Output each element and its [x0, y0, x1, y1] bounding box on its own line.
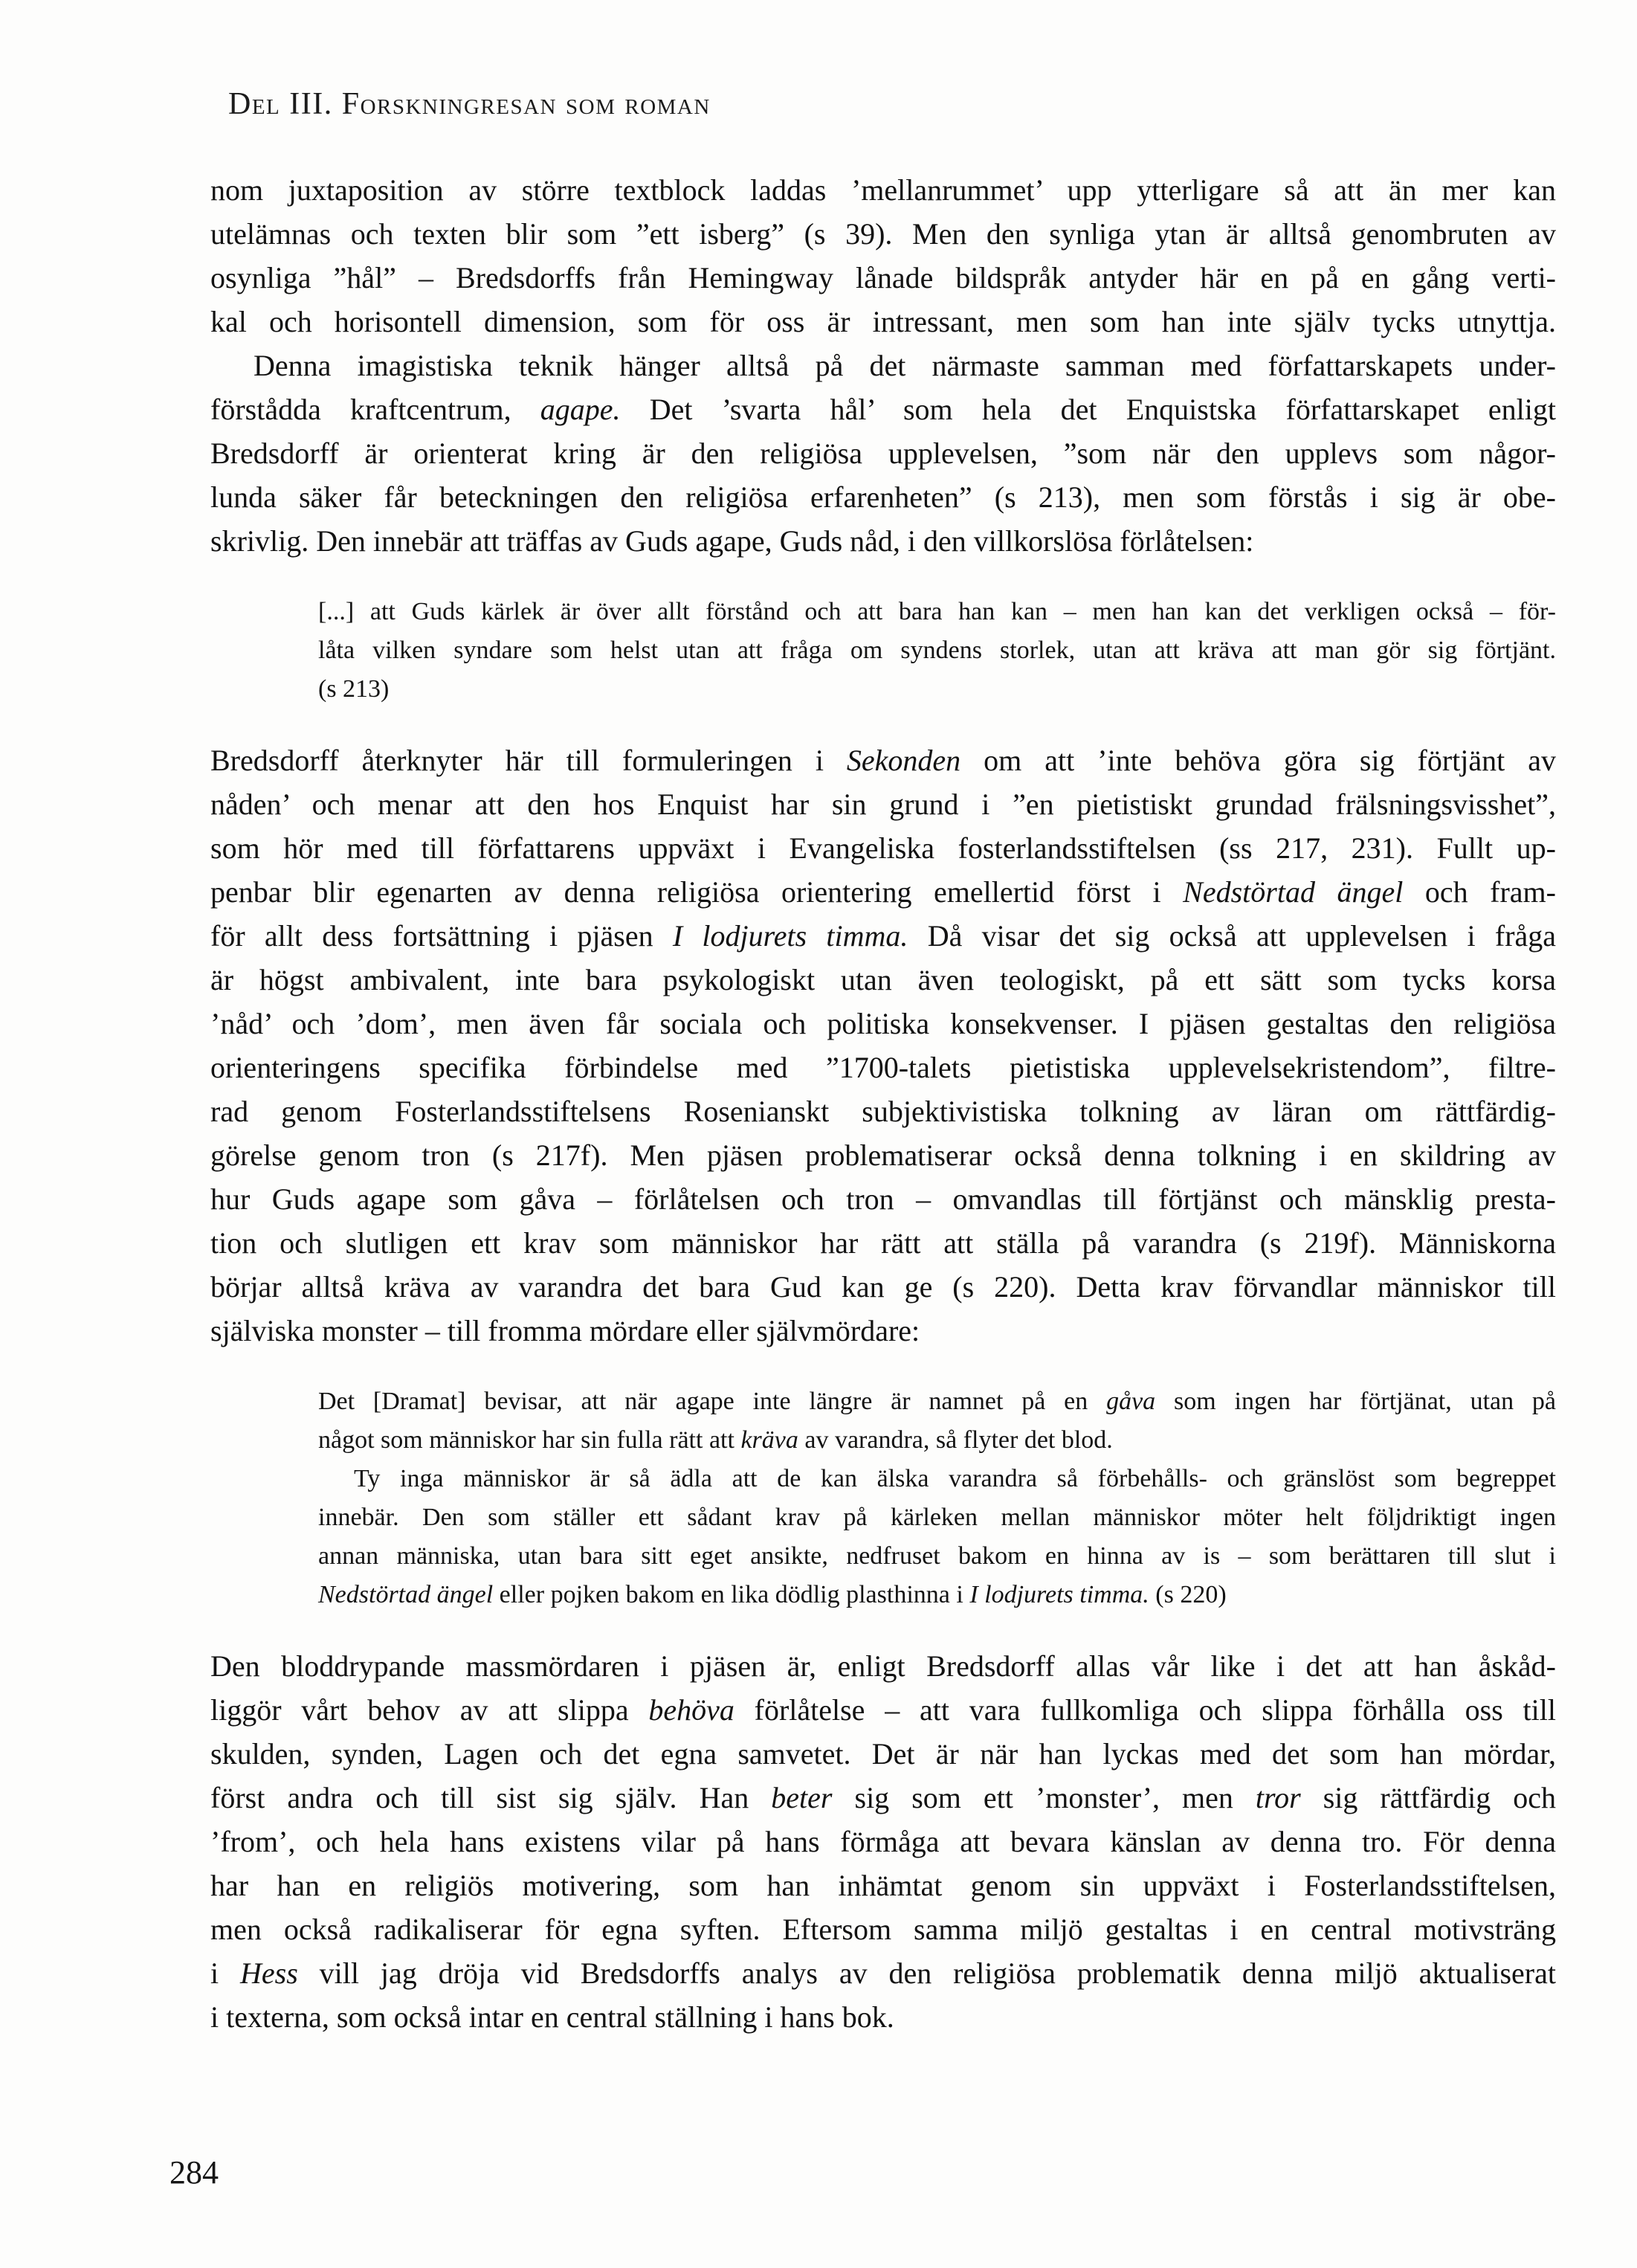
text-column	[210, 168, 1556, 2039]
text-line: osynliga ”hål” – Bredsdorffs från Hemingway lånade bildspråk antyder här en på en gång verti-	[210, 261, 1556, 294]
text-line: skrivlig. Den innebär att träffas av Guds agape, Guds nåd, i den villkorslösa förlåtelsen:	[210, 524, 1254, 558]
text-line: ’from’, och hela hans existens vilar på hans förmåga att bevara känslan av denna tro. För denna	[210, 1825, 1556, 1858]
text-line: Ty inga människor är så ädla att de kan älska varandra så förbehålls- och gränslöst som begreppet	[354, 1465, 1556, 1492]
paragraph	[210, 168, 1556, 344]
text-line: annan människa, utan bara sitt eget ansikte, nedfruset bakom en hinna av is – som berättaren till slut i	[318, 1542, 1556, 1570]
text-line: skulden, synden, Lagen och det egna samvetet. Det är när han lyckas med det som han mördar,	[210, 1737, 1556, 1771]
text-line: låta vilken syndare som helst utan att fråga om syndens storlek, utan att kräva att man gör sig förtjänt.	[318, 637, 1556, 664]
text-line: men också radikaliserar för egna syften. Eftersom samma miljö gestaltas i en central motivsträng	[210, 1913, 1556, 1946]
text-line: själviska monster – till fromma mördare eller självmördare:	[210, 1314, 920, 1347]
text-line: innebär. Den som ställer ett sådant krav på kärleken mellan människor möter helt följdriktigt ingen	[318, 1504, 1556, 1531]
text-line: Nedstörtad ängel eller pojken bakom en lika dödlig plasthinna i I lodjurets timma. (s 220)	[318, 1581, 1227, 1608]
text-line: som hör med till författarens uppväxt i Evangeliska fosterlandsstiftelsen (ss 217, 231). Fullt up-	[210, 831, 1556, 865]
text-line: nåden’ och menar att den hos Enquist har sin grund i ”en pietistiskt grundad frälsningsvisshet”,	[210, 787, 1556, 821]
text-line: Bredsdorff är orienterat kring är den religiösa upplevelsen, ”som när den upplevs som någor-	[210, 436, 1556, 470]
text-line: förstådda kraftcentrum, agape. Det ’svarta hål’ som hela det Enquistska författarskapet enligt	[210, 393, 1556, 426]
text-line: Den bloddrypande massmördaren i pjäsen är, enligt Bredsdorff allas vår like i det att han åskåd-	[210, 1649, 1556, 1683]
paragraph	[210, 1644, 1556, 2039]
text-line: (s 213)	[318, 675, 390, 703]
text-line: utelämnas och texten blir som ”ett isberg” (s 39). Men den synliga ytan är alltså genombruten av	[210, 217, 1556, 251]
text-line: görelse genom tron (s 217f). Men pjäsen problematiserar också denna tolkning i en skildring av	[210, 1138, 1556, 1172]
text-line: ’nåd’ och ’dom’, men även får sociala och politiska konsekvenser. I pjäsen gestaltas den religiösa	[210, 1007, 1556, 1040]
text-line: Bredsdorff återknyter här till formuleringen i Sekonden om att ’inte behöva göra sig förtjänt av	[210, 744, 1556, 777]
text-line: nom juxtaposition av större textblock laddas ’mellanrummet’ upp ytterligare så att än mer kan	[210, 173, 1556, 207]
text-line: penbar blir egenarten av denna religiösa orientering emellertid först i Nedstörtad ängel och fram-	[210, 875, 1556, 909]
text-line: liggör vårt behov av att slippa behöva förlåtelse – att vara fullkomliga och slippa förhålla oss till	[210, 1693, 1556, 1727]
text-line: något som människor har sin fulla rätt att kräva av varandra, så flyter det blod.	[318, 1426, 1113, 1454]
text-line: kal och horisontell dimension, som för oss är intressant, men som han inte själv tycks utnyttja.	[210, 305, 1556, 338]
text-line: lunda säker får beteckningen den religiösa erfarenheten” (s 213), men som förstås i sig är obe-	[210, 480, 1556, 514]
page-number: 284	[169, 2154, 219, 2191]
text-line: Denna imagistiska teknik hänger alltså på det närmaste samman med författarskapets under-	[254, 349, 1556, 382]
paragraph	[210, 738, 1556, 1353]
text-line: börjar alltså kräva av varandra det bara Gud kan ge (s 220). Detta krav förvandlar människor till	[210, 1270, 1556, 1304]
running-header: Del III. Forskningresan som roman	[228, 87, 711, 121]
blockquote	[318, 593, 1556, 709]
text-line: orienteringens specifika förbindelse med ”1700-talets pietistiska upplevelsekristendom”, filtre-	[210, 1051, 1556, 1084]
text-line: tion och slutligen ett krav som människor har rätt att ställa på varandra (s 219f). Människorna	[210, 1226, 1556, 1260]
text-line: för allt dess fortsättning i pjäsen I lodjurets timma. Då visar det sig också att upplevelsen i fråga	[210, 919, 1557, 953]
text-line: Det [Dramat] bevisar, att när agape inte längre är namnet på en gåva som ingen har förtjänat, utan på	[318, 1388, 1557, 1415]
blockquote	[318, 1382, 1556, 1614]
text-line: i Hess vill jag dröja vid Bredsdorffs analys av den religiösa problematik denna miljö aktualiserat	[210, 1956, 1556, 1990]
text-line: har han en religiös motivering, som han inhämtat genom sin uppväxt i Fosterlandsstiftelsen,	[210, 1869, 1556, 1902]
text-line: först andra och till sist sig själv. Han beter sig som ett ’monster’, men tror sig rättfärdig och	[210, 1781, 1557, 1814]
text-line: är högst ambivalent, inte bara psykologiskt utan även teologiskt, på ett sätt som tycks korsa	[210, 963, 1556, 996]
text-line: i texterna, som också intar en central ställning i hans bok.	[210, 2000, 894, 2034]
text-line: hur Guds agape som gåva – förlåtelsen och tron – omvandlas till förtjänst och mänsklig presta-	[210, 1182, 1556, 1216]
text-line: rad genom Fosterlandsstiftelsens Rosenianskt subjektivistiska tolkning av läran om rättfärdig-	[210, 1095, 1556, 1128]
text-line: [...] att Guds kärlek är över allt förstånd och att bara han kan – men han kan det verkligen också – för-	[318, 598, 1556, 625]
paragraph	[210, 344, 1556, 563]
